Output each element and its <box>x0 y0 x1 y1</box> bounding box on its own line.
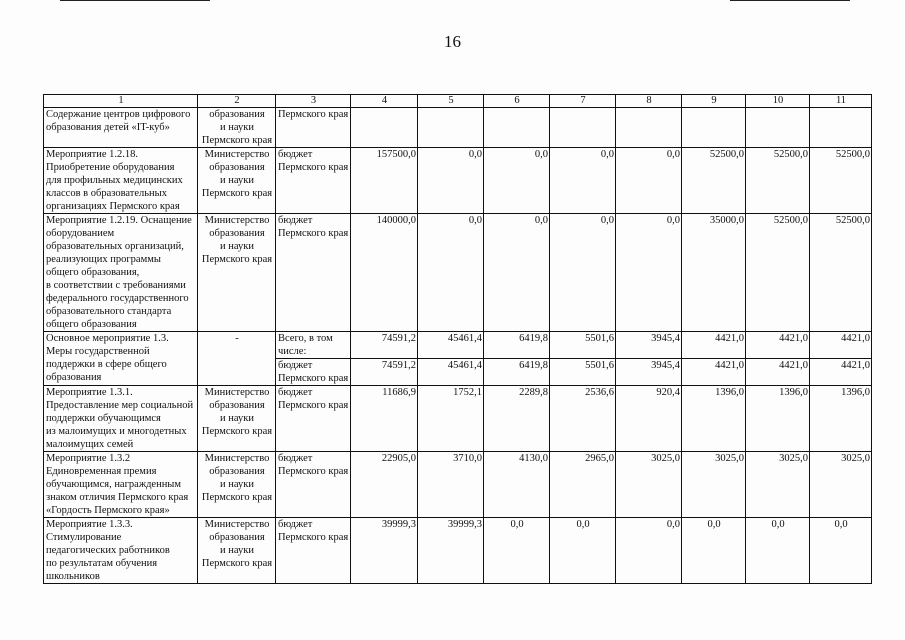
table-row <box>44 214 872 332</box>
value-cell: 3025,0 <box>746 452 810 518</box>
table-row <box>44 332 872 359</box>
value-cell <box>746 108 810 148</box>
value-cell <box>351 108 418 148</box>
activity-name-cell: Содержание центров цифрового образования детей «IT-куб» <box>44 108 198 148</box>
value-cell: 4421,0 <box>682 359 746 386</box>
funding-source-cell: бюджет Пермского края <box>276 452 351 518</box>
value-cell: 52500,0 <box>810 148 872 214</box>
header-cell: 6 <box>484 95 550 108</box>
value-cell: 4421,0 <box>810 359 872 386</box>
value-cell: 157500,0 <box>351 148 418 214</box>
value-cell: 0,0 <box>746 518 810 584</box>
value-cell: 0,0 <box>616 214 682 332</box>
value-cell: 4421,0 <box>746 359 810 386</box>
funding-source-cell: бюджет Пермского края <box>276 386 351 452</box>
value-cell: 74591,2 <box>351 359 418 386</box>
activity-name-cell: Мероприятие 1.3.1. Предоставление мер социальной поддержки обучающимся из малоимущих и многодетных малоимущих семей <box>44 386 198 452</box>
executor-cell: Министерство образования и науки Пермского края <box>198 214 276 332</box>
table-row <box>44 148 872 214</box>
executor-cell: - <box>198 332 276 386</box>
executor-cell: Министерство образования и науки Пермского края <box>198 386 276 452</box>
value-cell: 0,0 <box>616 148 682 214</box>
funding-source-cell: бюджет Пермского края <box>276 214 351 332</box>
page-number: 16 <box>444 32 461 51</box>
header-row <box>44 95 872 108</box>
value-cell: 0,0 <box>616 518 682 584</box>
value-cell: 45461,4 <box>418 332 484 359</box>
executor-cell: Министерство образования и науки Пермского края <box>198 148 276 214</box>
value-cell: 52500,0 <box>746 214 810 332</box>
value-cell: 52500,0 <box>810 214 872 332</box>
value-cell: 0,0 <box>550 518 616 584</box>
value-cell <box>616 108 682 148</box>
activity-name-cell: Мероприятие 1.2.18. Приобретение оборудования для профильных медицинских классов в образовательных организациях Пермского края <box>44 148 198 214</box>
funding-source-cell: Пермского края <box>276 108 351 148</box>
table-row <box>44 518 872 584</box>
scan-mark-top-right <box>730 0 850 1</box>
header-cell: 1 <box>44 95 198 108</box>
executor-cell: образования и науки Пермского края <box>198 108 276 148</box>
value-cell: 4421,0 <box>682 332 746 359</box>
value-cell: 3945,4 <box>616 332 682 359</box>
activity-name-cell: Мероприятие 1.3.2 Единовременная премия обучающимся, награжденным знаком отличия Пермского края «Гордость Пермского края» <box>44 452 198 518</box>
value-cell: 2965,0 <box>550 452 616 518</box>
header-cell: 11 <box>810 95 872 108</box>
table-row <box>44 386 872 452</box>
activity-name-cell: Мероприятие 1.3.3. Стимулирование педагогических работников по результатам обучения школьников <box>44 518 198 584</box>
header-cell: 10 <box>746 95 810 108</box>
value-cell: 0,0 <box>810 518 872 584</box>
value-cell: 74591,2 <box>351 332 418 359</box>
value-cell: 0,0 <box>484 214 550 332</box>
table-row <box>44 452 872 518</box>
value-cell: 2289,8 <box>484 386 550 452</box>
executor-cell: Министерство образования и науки Пермского края <box>198 452 276 518</box>
header-cell: 2 <box>198 95 276 108</box>
value-cell: 0,0 <box>418 214 484 332</box>
header-cell: 7 <box>550 95 616 108</box>
activity-name-cell: Основное мероприятие 1.3. Меры государственной поддержки в сфере общего образования <box>44 332 198 386</box>
value-cell: 3025,0 <box>682 452 746 518</box>
value-cell <box>810 108 872 148</box>
funding-source-cell: Всего, в том числе: <box>276 332 351 359</box>
value-cell <box>418 108 484 148</box>
value-cell: 11686,9 <box>351 386 418 452</box>
value-cell: 1752,1 <box>418 386 484 452</box>
header-cell: 9 <box>682 95 746 108</box>
value-cell: 35000,0 <box>682 214 746 332</box>
value-cell: 3945,4 <box>616 359 682 386</box>
funding-source-cell: бюджет Пермского края <box>276 359 351 386</box>
value-cell: 52500,0 <box>746 148 810 214</box>
funding-source-cell: бюджет Пермского края <box>276 518 351 584</box>
value-cell: 1396,0 <box>746 386 810 452</box>
value-cell: 2536,6 <box>550 386 616 452</box>
value-cell: 140000,0 <box>351 214 418 332</box>
value-cell: 0,0 <box>418 148 484 214</box>
funding-source-cell: бюджет Пермского края <box>276 148 351 214</box>
table-row <box>44 108 872 148</box>
value-cell <box>682 108 746 148</box>
value-cell: 0,0 <box>682 518 746 584</box>
value-cell <box>550 108 616 148</box>
executor-cell: Министерство образования и науки Пермского края <box>198 518 276 584</box>
value-cell: 45461,4 <box>418 359 484 386</box>
scan-mark-top-left <box>60 0 210 1</box>
value-cell: 0,0 <box>550 214 616 332</box>
value-cell: 39999,3 <box>418 518 484 584</box>
budget-table <box>43 94 872 584</box>
value-cell: 3025,0 <box>616 452 682 518</box>
value-cell <box>484 108 550 148</box>
header-cell: 5 <box>418 95 484 108</box>
value-cell: 0,0 <box>484 148 550 214</box>
value-cell: 920,4 <box>616 386 682 452</box>
value-cell: 4421,0 <box>810 332 872 359</box>
value-cell: 5501,6 <box>550 332 616 359</box>
value-cell: 6419,8 <box>484 359 550 386</box>
header-cell: 3 <box>276 95 351 108</box>
value-cell: 3025,0 <box>810 452 872 518</box>
value-cell: 0,0 <box>484 518 550 584</box>
activity-name-cell: Мероприятие 1.2.19. Оснащение оборудованием образовательных организаций, реализующих программы общего образования, в соответствии с требованиями федерального государственного образовательного стандарта общего образования <box>44 214 198 332</box>
value-cell: 5501,6 <box>550 359 616 386</box>
value-cell: 1396,0 <box>682 386 746 452</box>
value-cell: 3710,0 <box>418 452 484 518</box>
value-cell: 1396,0 <box>810 386 872 452</box>
header-cell: 4 <box>351 95 418 108</box>
value-cell: 22905,0 <box>351 452 418 518</box>
header-cell: 8 <box>616 95 682 108</box>
value-cell: 6419,8 <box>484 332 550 359</box>
value-cell: 4421,0 <box>746 332 810 359</box>
value-cell: 4130,0 <box>484 452 550 518</box>
value-cell: 52500,0 <box>682 148 746 214</box>
value-cell: 39999,3 <box>351 518 418 584</box>
value-cell: 0,0 <box>550 148 616 214</box>
